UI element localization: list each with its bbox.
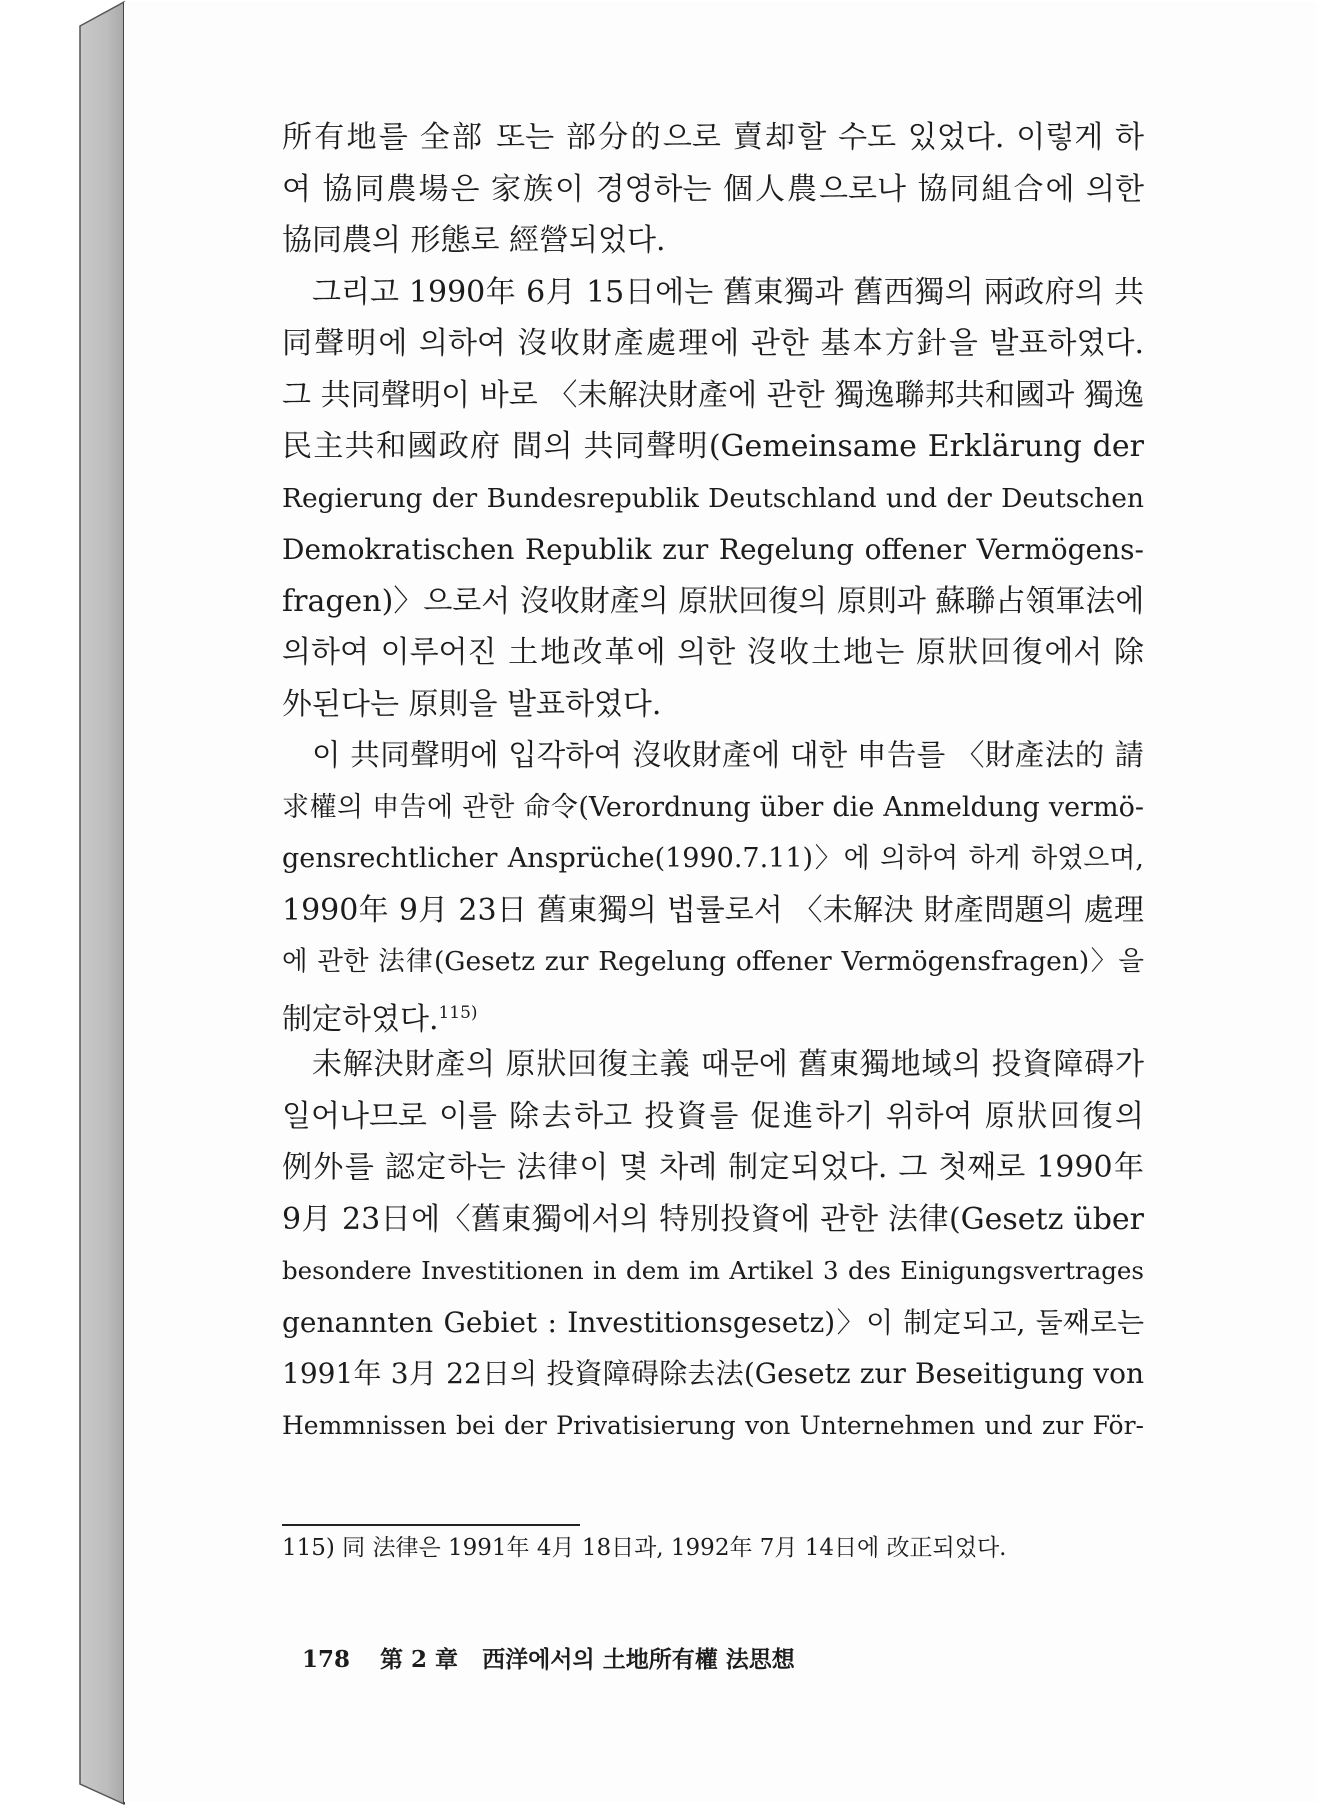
text-line: 1990年 9月 23日 舊東獨의 법률로서 〈未解決 財產問題의 處理 [282, 892, 1144, 928]
chapter-title: 西洋에서의 土地所有權 法思想 [482, 1646, 795, 1673]
text-line: 1991年 3月 22日의 投資障碍除去法(Gesetz zur Beseitigung von [282, 1357, 1144, 1390]
chapter-number: 第 2 章 [380, 1646, 459, 1673]
footnote-reference: 115) [438, 1002, 478, 1023]
text-line: 同聲明에 의하여 沒收財產處理에 관한 基本方針을 발표하였다. [282, 326, 1144, 361]
text-line: 外된다는 原則을 발표하였다. [282, 686, 662, 722]
text-line: 그 共同聲明이 바로 〈未解決財產에 관한 獨逸聯邦共和國과 獨逸 [282, 377, 1144, 413]
text-line: 이 共同聲明에 입각하여 沒收財產에 대한 申告를 〈財產法的 請 [312, 738, 1144, 772]
text-line: 協同農의 形態로 經營되었다. [282, 223, 666, 258]
text-line: 9月 23日에〈舊東獨에서의 特別投資에 관한 法律(Gesetz über [282, 1201, 1144, 1237]
text-line: 에 관한 法律(Gesetz zur Regelung offener Vermögensfragen)〉을 [282, 946, 1144, 977]
text-line: Demokratischen Republik zur Regelung offener Vermögens- [282, 533, 1144, 566]
book-spine [0, 0, 130, 1806]
footnote: 115) 同 法律은 1991年 4月 18日과, 1992年 7月 14日에 改正되었다. [282, 1535, 1007, 1561]
text-line: 여 協同農場은 家族이 경영하는 個人農으로나 協同組合에 의한 [282, 171, 1144, 207]
page-footer [302, 1644, 795, 1676]
footnote-divider [282, 1524, 580, 1526]
text-line-content: 制定하였다. [282, 1001, 439, 1037]
text-line-with-footnote-ref [282, 988, 1144, 1040]
text-line: 求權의 申告에 관한 命令(Verordnung über die Anmeldung vermö- [282, 791, 1144, 823]
text-line: fragen)〉으로서 沒收財產의 原狀回復의 原則과 蘇聯占領軍法에 [282, 583, 1145, 619]
text-line: 일어나므로 이를 除去하고 投資를 促進하기 위하여 原狀回復의 [282, 1098, 1144, 1134]
text-line: genannten Gebiet : Investitionsgesetz)〉이 制定되고, 둘째로는 [282, 1305, 1144, 1339]
text-line: Hemmnissen bei der Privatisierung von Unternehmen und zur För- [282, 1410, 1144, 1440]
text-line: 例外를 認定하는 法律이 몇 차례 制定되었다. 그 첫째로 1990年 [282, 1150, 1144, 1185]
page-number: 178 [302, 1646, 351, 1673]
text-line: gensrechtlicher Ansprüche(1990.7.11)〉에 의하여 하게 하였으며, [282, 843, 1144, 874]
text-line: 未解決財產의 原狀回復主義 때문에 舊東獨地域의 投資障碍가 [312, 1047, 1144, 1082]
text-line: Regierung der Bundesrepublik Deutschland und der Deutschen [282, 482, 1144, 514]
body-text [282, 112, 1144, 1451]
text-line: 所有地를 全部 또는 部分的으로 賣却할 수도 있었다. 이렇게 하 [282, 120, 1144, 155]
text-line: besondere Investitionen in dem im Artikel 3 des Einigungsvertrages [282, 1256, 1144, 1285]
text-line: 의하여 이루어진 土地改革에 의한 沒收土地는 原狀回復에서 除 [282, 635, 1144, 670]
text-line: 民主共和國政府 間의 共同聲明(Gemeinsame Erklärung der [282, 429, 1144, 464]
text-line: 그리고 1990年 6月 15日에는 舊東獨과 舊西獨의 兩政府의 共 [312, 274, 1144, 310]
